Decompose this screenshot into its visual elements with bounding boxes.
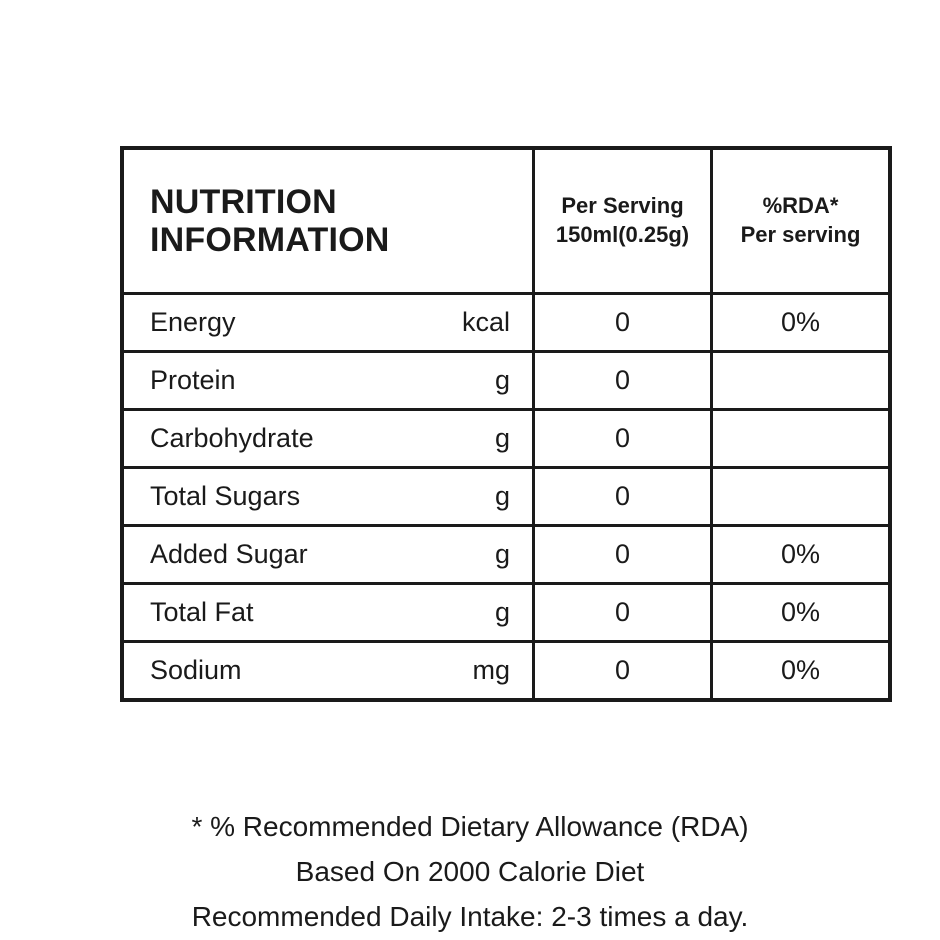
table-row: [122, 526, 890, 584]
nutrient-unit: g: [494, 423, 510, 453]
nutrient-per-serving-value: 0: [534, 294, 712, 352]
nutrient-name-cell: [122, 410, 534, 468]
table-row: [122, 410, 890, 468]
header-rda-cell: [712, 148, 891, 294]
nutrient-name-cell: [122, 468, 534, 526]
nutrient-label: Added Sugar: [150, 539, 308, 569]
nutrient-rda-value: [712, 352, 891, 410]
nutrient-name-cell: [122, 526, 534, 584]
nutrient-name-wrap: [124, 353, 532, 408]
header-per-serving-label: Per Serving: [561, 193, 684, 219]
nutrient-name-wrap: [124, 295, 532, 350]
nutrient-rda-value: 0%: [712, 584, 891, 642]
nutrient-name-wrap: [124, 469, 532, 524]
nutrition-table-panel: [120, 146, 861, 702]
nutrient-rda-value: 0%: [712, 642, 891, 701]
table-row: [122, 352, 890, 410]
nutrient-label: Total Sugars: [150, 481, 301, 511]
nutrient-name-wrap: [124, 585, 532, 640]
nutrient-label: Total Fat: [150, 597, 254, 627]
nutrient-label: Sodium: [150, 655, 242, 685]
page-title-line1: NUTRITION: [150, 182, 337, 221]
nutrient-unit: g: [494, 481, 510, 511]
footnote-daily-intake: Recommended Daily Intake: 2-3 times a day.: [191, 900, 749, 932]
header-title-cell: [122, 148, 534, 294]
nutrient-rda-value: [712, 410, 891, 468]
nutrient-label: Protein: [150, 365, 236, 395]
table-row: [122, 468, 890, 526]
nutrient-label: Energy: [150, 307, 236, 337]
table-row: [122, 294, 890, 352]
nutrient-name-wrap: [124, 527, 532, 582]
header-per-serving-cell: [534, 148, 712, 294]
header-rda-label: %RDA*: [762, 193, 839, 219]
table-row: [122, 642, 890, 701]
nutrient-label: Carbohydrate: [150, 423, 314, 453]
nutrient-per-serving-value: 0: [534, 584, 712, 642]
nutrient-unit: g: [494, 539, 510, 569]
nutrient-rda-value: [712, 468, 891, 526]
nutrient-name-cell: [122, 294, 534, 352]
nutrient-per-serving-value: 0: [534, 642, 712, 701]
nutrient-per-serving-value: 0: [534, 410, 712, 468]
nutrient-name-cell: [122, 642, 534, 701]
footnote-rda: * % Recommended Dietary Allowance (RDA): [191, 811, 749, 842]
nutrient-unit: g: [494, 365, 510, 395]
nutrient-name-cell: [122, 352, 534, 410]
nutrient-rda-value: 0%: [712, 294, 891, 352]
nutrient-name-wrap: [124, 643, 532, 698]
nutrient-unit: g: [494, 597, 510, 627]
table-row: [122, 584, 890, 642]
nutrient-per-serving-value: 0: [534, 526, 712, 584]
nutrient-per-serving-value: 0: [534, 352, 712, 410]
nutrient-unit: mg: [472, 655, 510, 685]
page-title-line2: INFORMATION: [150, 221, 390, 259]
header-serving-size-label: 150ml(0.25g): [555, 222, 690, 247]
nutrient-per-serving-value: 0: [534, 468, 712, 526]
table-header-row: [122, 148, 890, 294]
nutrient-name-wrap: [124, 411, 532, 466]
nutrition-table-body: [122, 148, 890, 700]
nutrient-rda-value: 0%: [712, 526, 891, 584]
header-rda-sublabel: Per serving: [740, 222, 861, 247]
nutrition-information-table: [120, 146, 892, 702]
footnotes-block: [0, 805, 940, 939]
nutrient-name-cell: [122, 584, 534, 642]
nutrient-unit: kcal: [461, 307, 510, 337]
footnote-calorie-diet: Based On 2000 Calorie Diet: [295, 855, 645, 887]
